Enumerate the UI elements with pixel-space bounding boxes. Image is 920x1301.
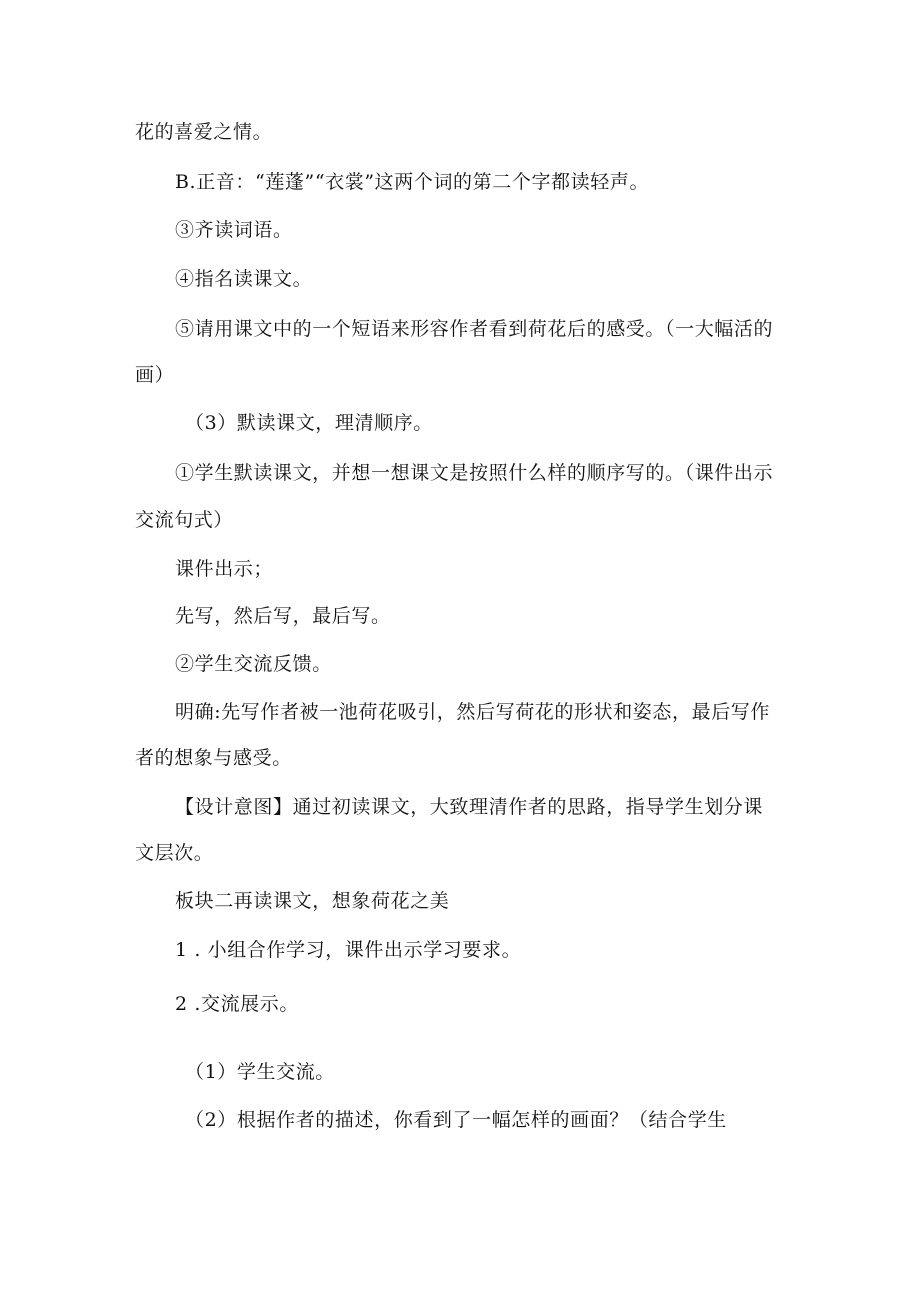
- text-line: 文层次。: [135, 842, 214, 864]
- list-item: 1 . 小组合作学习，课件出示学习要求。: [175, 939, 522, 961]
- section-heading: 板块二再读课文，想象荷花之美: [175, 890, 450, 912]
- text-line: ④指名读课文。: [175, 268, 313, 290]
- design-intent-line: 【设计意图】通过初读课文，大致理清作者的思路，指导学生划分课: [175, 796, 764, 818]
- text-line: ①学生默读课文，并想一想课文是按照什么样的顺序写的。（课件出示: [175, 462, 774, 484]
- text-line: ③齐读词语。: [175, 219, 293, 241]
- text-line: ⑤请用课文中的一个短语来形容作者看到荷花后的感受。（一大幅活的: [175, 318, 774, 340]
- text-line: 交流句式）: [135, 509, 234, 531]
- section-heading: （3）默读课文，理清顺序。: [185, 412, 433, 434]
- text-line: ②学生交流反馈。: [175, 653, 332, 675]
- text-line: 先写，然后写，最后写。: [175, 605, 391, 627]
- text-line: B.正音：“莲蓬”“衣裳”这两个词的第二个字都读轻声。: [175, 171, 650, 193]
- list-item: （1）学生交流。: [185, 1061, 335, 1083]
- list-item: （2）根据作者的描述，你看到了一幅怎样的画面？（结合学生: [185, 1109, 727, 1131]
- list-item: 2 .交流展示。: [175, 993, 299, 1015]
- text-line: 画）: [135, 364, 175, 386]
- text-line: 明确:先写作者被一池荷花吸引，然后写荷花的形状和姿态，最后写作: [175, 701, 771, 723]
- text-line: 者的想象与感受。: [135, 747, 292, 769]
- text-line: 花的喜爱之情。: [135, 121, 273, 143]
- text-line: 课件出示；: [175, 558, 274, 580]
